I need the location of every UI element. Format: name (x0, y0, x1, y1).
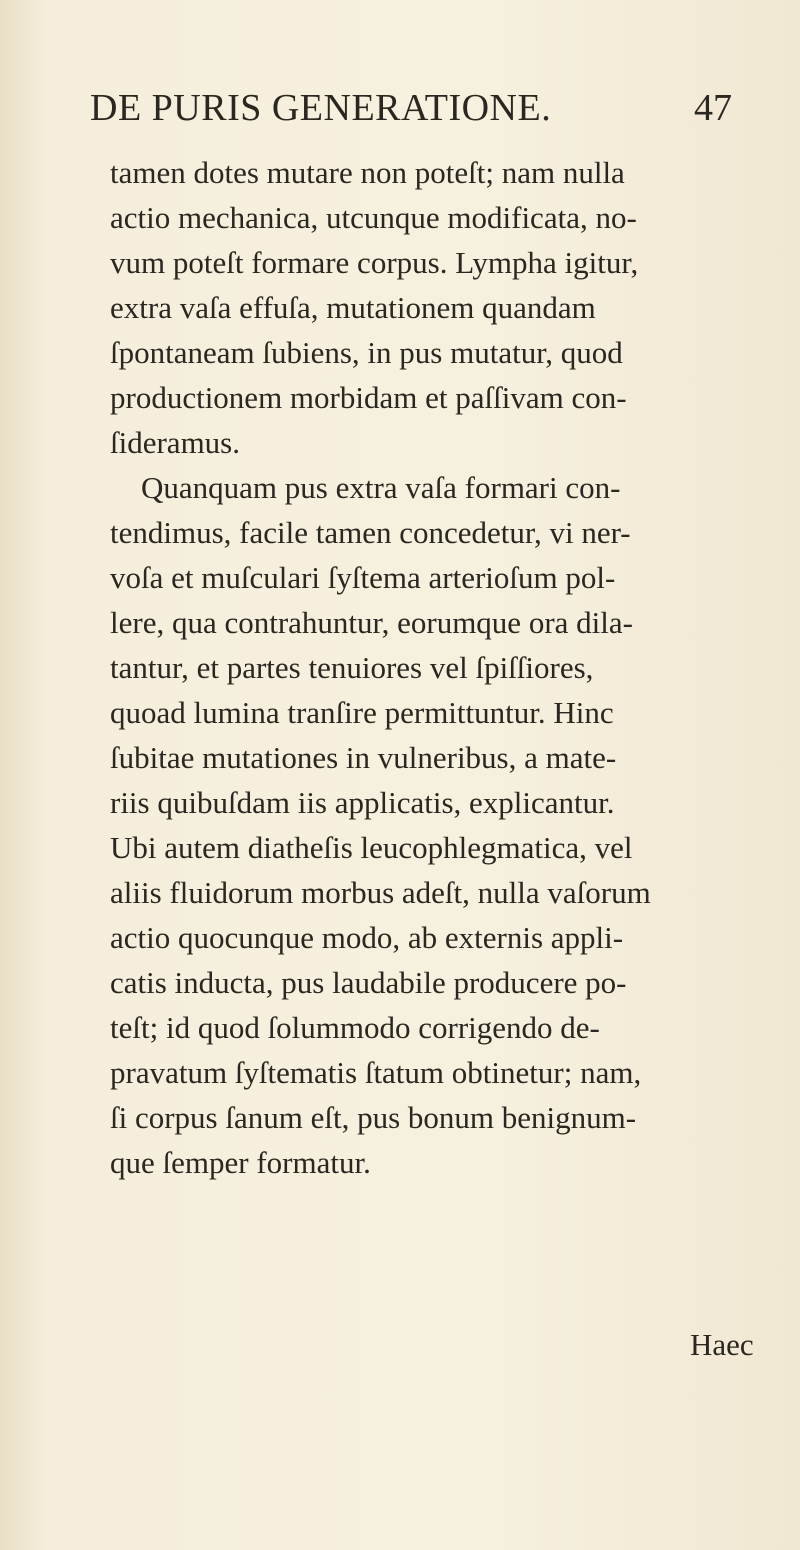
text-line: que ſemper formatur. (110, 1145, 371, 1180)
text-line: tendimus, facile tamen concedetur, vi ner- (110, 515, 631, 550)
text-line: vum poteſt formare corpus. Lympha igitur, (110, 245, 639, 280)
page-number: 47 (694, 87, 732, 129)
text-line: ſubitae mutationes in vulneribus, a mate- (110, 740, 617, 775)
text-line: tantur, et partes tenuiores vel ſpiſſiores, (110, 650, 594, 685)
text-line: quoad lumina tranſire permittuntur. Hinc (110, 695, 614, 730)
text-line: actio mechanica, utcunque modificata, no- (110, 200, 637, 235)
text-line: riis quibuſdam iis applicatis, explicantur. (110, 785, 615, 820)
text-line: catis inducta, pus laudabile producere po- (110, 965, 627, 1000)
text-line: teſt; id quod ſolummodo corrigendo de- (110, 1010, 600, 1045)
text-line: pravatum ſyſtematis ſtatum obtinetur; nam, (110, 1055, 642, 1090)
text-line: extra vaſa effuſa, mutationem quandam (110, 290, 596, 325)
text-line: ſi corpus ſanum eſt, pus bonum benignum- (110, 1100, 637, 1135)
text-line: Quanquam pus extra vaſa formari con- (110, 470, 621, 505)
running-title: DE PURIS GENERATIONE. (90, 87, 552, 129)
body-text (110, 150, 790, 1185)
running-head (0, 86, 800, 136)
text-line: ſpontaneam ſubiens, in pus mutatur, quod (110, 335, 623, 370)
text-line: tamen dotes mutare non poteſt; nam nulla (110, 155, 625, 190)
text-line: ſideramus. (110, 425, 240, 460)
text-line: productionem morbidam et paſſivam con- (110, 380, 627, 415)
text-line: actio quocunque modo, ab externis appli- (110, 920, 624, 955)
text-line: lere, qua contrahuntur, eorumque ora dila- (110, 605, 633, 640)
text-line: aliis fluidorum morbus adeſt, nulla vaſorum (110, 875, 651, 910)
text-line: Ubi autem diatheſis leucophlegmatica, vel (110, 830, 633, 865)
catchword: Haec (690, 1327, 754, 1362)
text-line: voſa et muſculari ſyſtema arterioſum pol- (110, 560, 616, 595)
